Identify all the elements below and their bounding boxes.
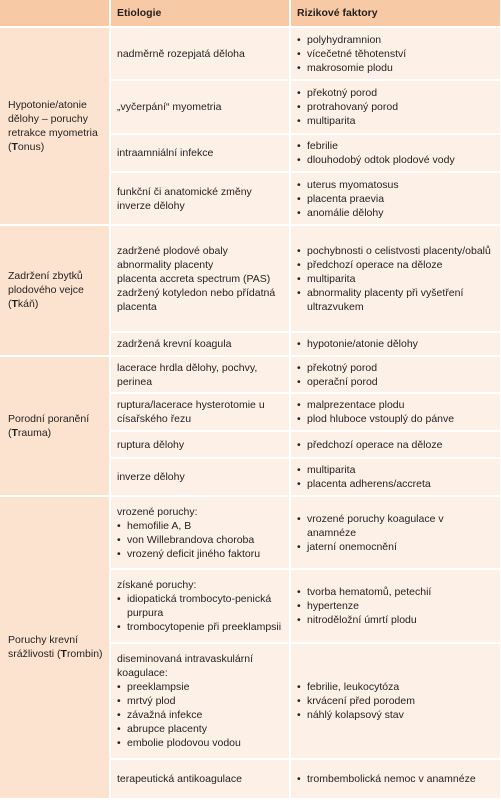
category-key-letter: T xyxy=(11,141,18,154)
risk-factor-item: • abnormality placenty při vyšetření ultrazvukem xyxy=(297,286,494,314)
category-cell xyxy=(0,225,110,355)
category-cell xyxy=(0,496,110,799)
risk-factor-item: • předchozí operace na děloze xyxy=(297,258,494,272)
etiology-bullet-item: • trombocytopenie při preeklampsii xyxy=(117,620,283,634)
etiology-text: získané poruchy: xyxy=(117,579,197,592)
risk-factor-item: • malprezentace plodu xyxy=(297,398,494,412)
risk-factor-item: • makrosomie plodu xyxy=(297,61,494,75)
category-text-end: rauma) xyxy=(17,426,52,439)
risk-factor-item: • dlouhodobý odtok plodové vody xyxy=(297,153,494,167)
etiology-cell xyxy=(110,643,290,759)
category-text-end: onus) xyxy=(17,141,45,154)
etiology-text: vrozené poruchy: xyxy=(117,505,198,518)
risk-factor-item: • hypotonie/atonie dělohy xyxy=(297,337,494,351)
risk-factor-item: • nitroděložní úmrtí plodu xyxy=(297,613,494,627)
risk-factor-item: • pochybnosti o celistvosti placenty/obalů xyxy=(297,244,494,258)
etiology-text: terapeutická antikoagulace xyxy=(117,772,242,785)
category-text-end: rombin) xyxy=(66,648,103,661)
etiology-bullet-item: • hemofilie A, B xyxy=(117,519,283,533)
etiology-text: funkční či anatomické změny xyxy=(117,185,252,198)
risk-factor-cell xyxy=(290,134,500,172)
risk-factor-item: • předchozí operace na děloze xyxy=(297,438,494,452)
etiology-text: placenta accreta spectrum (PAS) xyxy=(117,272,271,285)
risk-factor-item: • operační porod xyxy=(297,375,494,389)
risk-factor-item: • vrozené poruchy koagulace v anamnéze xyxy=(297,512,494,540)
risk-factor-item: • multiparita xyxy=(297,114,494,128)
risk-factor-cell xyxy=(290,332,500,355)
etiology-text: lacerace hrdla dělohy, pochvy, perinea xyxy=(117,361,258,388)
table-row xyxy=(0,496,500,570)
etiology-text: intraamniální infekce xyxy=(117,146,214,159)
risk-factor-item: • multiparita xyxy=(297,463,494,477)
etiology-bullet-item: • preeklampsie xyxy=(117,680,283,694)
etiology-cell xyxy=(110,27,290,80)
etiology-cell xyxy=(110,356,290,394)
etiology-cell xyxy=(110,759,290,799)
risk-factor-item: • vícečetné těhotenství xyxy=(297,47,494,61)
risk-factor-cell xyxy=(290,80,500,133)
category-text: Hypotonie/atonie dělohy – poruchy retrakce myometria ( xyxy=(8,99,98,154)
risk-factor-item: • jaterní onemocnění xyxy=(297,540,494,554)
etiology-bullet-item: • idiopatická trombocyto-penická purpura xyxy=(117,592,283,620)
risk-factor-item: • trombembolická nemoc v anamnéze xyxy=(297,772,494,786)
category-text: Poruchy krevní srážlivosti ( xyxy=(8,634,79,661)
category-key-letter: T xyxy=(60,648,67,661)
etiology-cell xyxy=(110,458,290,496)
etiology-cell xyxy=(110,496,290,570)
risk-factor-cell xyxy=(290,496,500,570)
risk-factor-item: • hypertenze xyxy=(297,599,494,613)
header-etiology: Etiologie xyxy=(110,0,290,27)
risk-factor-cell xyxy=(290,393,500,431)
risk-factor-item: • anomálie dělohy xyxy=(297,206,494,220)
risk-factor-item: • febrilie xyxy=(297,139,494,153)
risk-factor-item: • febrilie, leukocytóza xyxy=(297,680,494,694)
table-row xyxy=(0,225,500,332)
risk-factor-cell xyxy=(290,569,500,643)
risk-factor-item: • polyhydramnion xyxy=(297,33,494,47)
risk-factor-item: • plod hluboce vstouplý do pánve xyxy=(297,412,494,426)
etiology-bullet-item: • von Willebrandova choroba xyxy=(117,533,283,547)
risk-factor-cell xyxy=(290,172,500,225)
header-empty xyxy=(0,0,110,27)
etiology-text: ruptura dělohy xyxy=(117,438,185,451)
risk-factor-cell xyxy=(290,431,500,458)
etiology-text: diseminovaná intravaskulární koagulace: xyxy=(117,652,253,679)
category-text: Zadržení zbytků plodového vejce ( xyxy=(8,270,84,311)
etiology-bullet-item: • abrupce placenty xyxy=(117,722,283,736)
etiology-text: zadržený kotyledon nebo přídatná placenta xyxy=(117,286,276,313)
category-key-letter: T xyxy=(11,426,18,439)
risk-factor-cell xyxy=(290,356,500,394)
etiology-cell xyxy=(110,332,290,355)
risk-factor-item: • krvácení před porodem xyxy=(297,694,494,708)
etiology-bullet-item: • embolie plodovou vodou xyxy=(117,736,283,750)
risk-factor-cell xyxy=(290,458,500,496)
risk-factor-cell xyxy=(290,225,500,332)
risk-factor-item: • multiparita xyxy=(297,272,494,286)
risk-factor-cell xyxy=(290,759,500,799)
etiology-cell xyxy=(110,393,290,431)
header-row xyxy=(0,0,500,27)
etiology-text: abnormality placenty xyxy=(117,258,214,271)
risk-factor-item: • placenta praevia xyxy=(297,192,494,206)
etiology-text: inverze dělohy xyxy=(117,471,185,484)
etiology-bullet-item: • závažná infekce xyxy=(117,708,283,722)
risk-factor-item: • tvorba hematomů, petechií xyxy=(297,585,494,599)
etiology-bullet-item: • mrtvý plod xyxy=(117,694,283,708)
header-risk-factors: Rizikové faktory xyxy=(290,0,500,27)
etiology-cell xyxy=(110,569,290,643)
etiology-text: nadměrně rozepjatá děloha xyxy=(117,47,245,60)
etiology-bullet-item: • vrozený deficit jiného faktoru xyxy=(117,547,283,561)
risk-factor-item: • protrahovaný porod xyxy=(297,100,494,114)
table-body xyxy=(0,27,500,799)
risk-factor-item: • placenta adherens/accreta xyxy=(297,477,494,491)
risk-factor-cell xyxy=(290,27,500,80)
category-key-letter: T xyxy=(11,298,18,311)
etiology-cell xyxy=(110,134,290,172)
etiology-text: ruptura/lacerace hysterotomie u císařského řezu xyxy=(117,399,265,426)
etiology-cell xyxy=(110,225,290,332)
etiology-cell xyxy=(110,80,290,133)
category-text: Porodní poranění ( xyxy=(8,412,90,439)
etiology-text: „vyčerpání“ myometria xyxy=(117,101,222,114)
table-row xyxy=(0,27,500,80)
etiology-text: zadržená krevní koagula xyxy=(117,337,232,350)
risk-factor-item: • překotný porod xyxy=(297,86,494,100)
etiology-cell xyxy=(110,172,290,225)
risk-factor-cell xyxy=(290,643,500,759)
etiology-cell xyxy=(110,431,290,458)
risk-factor-item: • překotný porod xyxy=(297,361,494,375)
etiology-text: inverze dělohy xyxy=(117,199,185,212)
category-cell xyxy=(0,356,110,496)
risk-factor-item: • uterus myomatosus xyxy=(297,178,494,192)
category-text-end: káň) xyxy=(17,298,39,311)
category-cell xyxy=(0,27,110,225)
table-row xyxy=(0,356,500,394)
risk-factor-item: • náhlý kolapsový stav xyxy=(297,708,494,722)
etiology-text: zadržené plodové obaly xyxy=(117,244,228,257)
